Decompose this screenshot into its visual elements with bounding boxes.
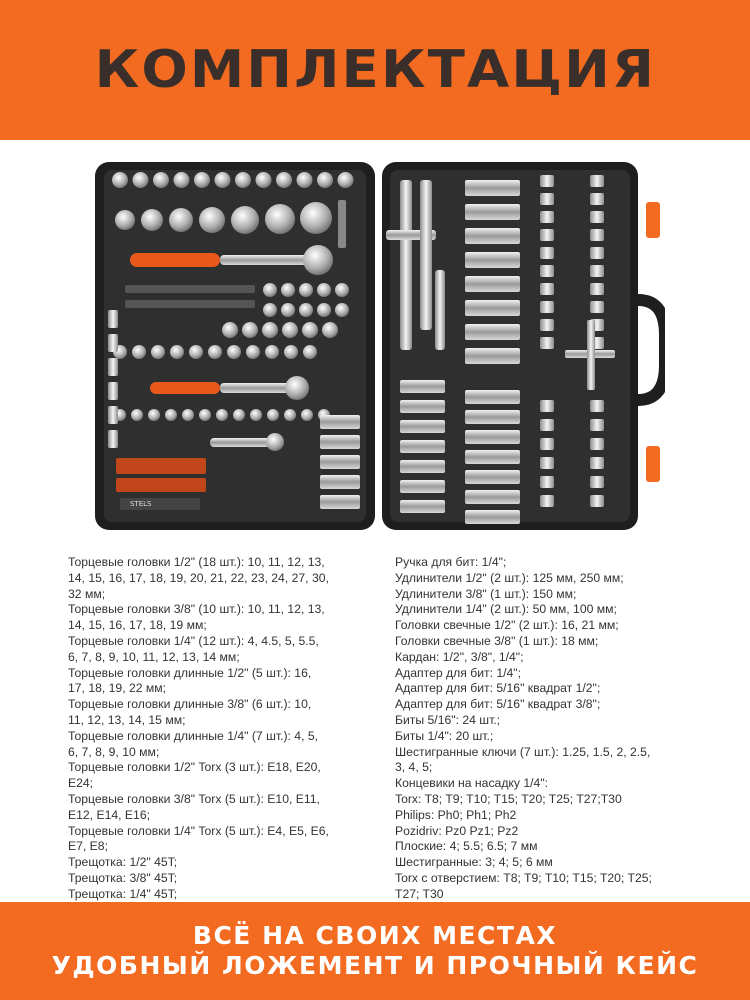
spec-line: Торцевые головки 3/8" (10 шт.): 10, 11, 12, 13,: [68, 602, 325, 617]
spec-line: Плоские: 4; 5.5; 6.5; 7 мм: [395, 839, 538, 854]
spec-line: E7, E8;: [68, 839, 108, 854]
spec-line: Удлинители 1/2" (2 шт.): 125 мм, 250 мм;: [395, 570, 624, 585]
spec-line: T27; T30: [395, 886, 444, 901]
spec-line: 17, 18, 19, 22 мм;: [68, 681, 167, 696]
spec-line: Torx с отверстием: T8; T9; T10; T15; T20; T25;: [395, 870, 652, 885]
spec-line: E12, E14, E16;: [68, 807, 150, 822]
spec-line: Адаптер для бит: 1/4";: [395, 665, 522, 680]
spec-line: Торцевые головки 1/2" (18 шт.): 10, 11, 12, 13,: [68, 555, 325, 569]
spec-line: Pozidriv: Pz0 Pz1; Pz2: [395, 823, 519, 838]
spec-line: Torx: T8; T9; T10; T15; T20; T25; T27;T30: [395, 791, 622, 806]
spec-line: Шестигранные: 3; 4; 5; 6 мм: [395, 855, 553, 870]
footer-slogan-line-2: УДОБНЫЙ ЛОЖЕМЕНТ И ПРОЧНЫЙ КЕЙС: [51, 951, 699, 980]
spec-line: 6, 7, 8, 9, 10, 11, 12, 13, 14 мм;: [68, 649, 240, 664]
spec-line: Шестигранные ключи (7 шт.): 1.25, 1.5, 2, 2.5,: [395, 744, 651, 759]
spec-line: Головки свечные 3/8" (1 шт.): 18 мм;: [395, 633, 599, 648]
spec-line: Биты 5/16": 24 шт.;: [395, 712, 501, 727]
spec-line: Адаптер для бит: 5/16" квадрат 3/8";: [395, 697, 601, 712]
spec-line: Концевики на насадку 1/4":: [395, 776, 549, 791]
spec-line: Удлинители 1/4" (2 шт.): 50 мм, 100 мм;: [395, 602, 617, 617]
brand-mark: STELS: [130, 500, 152, 508]
spec-line: Philips: Ph0; Ph1; Ph2: [395, 807, 517, 822]
spec-line: 11, 12, 13, 14, 15 мм;: [68, 712, 186, 727]
spec-line: 14, 15, 16, 17, 18, 19 мм;: [68, 618, 207, 633]
specs-list-left: [68, 555, 368, 918]
spec-line: Трещотка: 3/8" 45T;: [68, 870, 178, 885]
spec-line: Головки свечные 1/2" (2 шт.): 16, 21 мм;: [395, 618, 619, 633]
footer-banner: [0, 902, 750, 1000]
spec-line: Кардан: 1/2", 3/8", 1/4";: [395, 649, 524, 664]
spec-line: Торцевые головки 1/4" (12 шт.): 4, 4.5, 5, 5.5,: [68, 633, 319, 648]
spec-line: E24;: [68, 776, 94, 791]
spec-line: Торцевые головки длинные 1/4" (7 шт.): 4, 5,: [68, 728, 319, 743]
spec-line: Адаптер для бит: 5/16" квадрат 1/2";: [395, 681, 601, 696]
spec-line: Торцевые головки длинные 3/8" (6 шт.): 10,: [68, 697, 312, 712]
spec-line: Торцевые головки длинные 1/2" (5 шт.): 16,: [68, 665, 312, 680]
spec-line: Торцевые головки 1/2" Torx (3 шт.): E18, E20,: [68, 760, 321, 775]
specs-list-right: [395, 555, 715, 903]
spec-line: Биты 1/4": 20 шт.;: [395, 728, 494, 743]
footer-slogan-line-1: ВСЁ НА СВОИХ МЕСТАХ: [192, 921, 558, 950]
spec-line: Ручка для бит: 1/4";: [395, 555, 507, 569]
page-title: КОМПЛЕКТАЦИЯ: [94, 40, 656, 100]
spec-line: Торцевые головки 1/4" Torx (5 шт.): E4, E5, E6,: [68, 823, 329, 838]
spec-line: Торцевые головки 3/8" Torx (5 шт.): E10, E11,: [68, 791, 320, 806]
spec-line: Трещотка: 1/2" 45T;: [68, 855, 178, 870]
spec-line: 14, 15, 16, 17, 18, 19, 20, 21, 22, 23, 24, 27, 30,: [68, 570, 329, 585]
spec-line: 3, 4, 5;: [395, 760, 433, 775]
spec-line: Удлинители 3/8" (1 шт.): 150 мм;: [395, 586, 577, 601]
spec-line: Трещотка: 1/4" 45T;: [68, 886, 178, 901]
toolkit-case-image: [90, 160, 665, 532]
spec-line: 32 мм;: [68, 586, 106, 601]
header-banner: [0, 0, 750, 140]
spec-line: 6, 7, 8, 9, 10 мм;: [68, 744, 160, 759]
